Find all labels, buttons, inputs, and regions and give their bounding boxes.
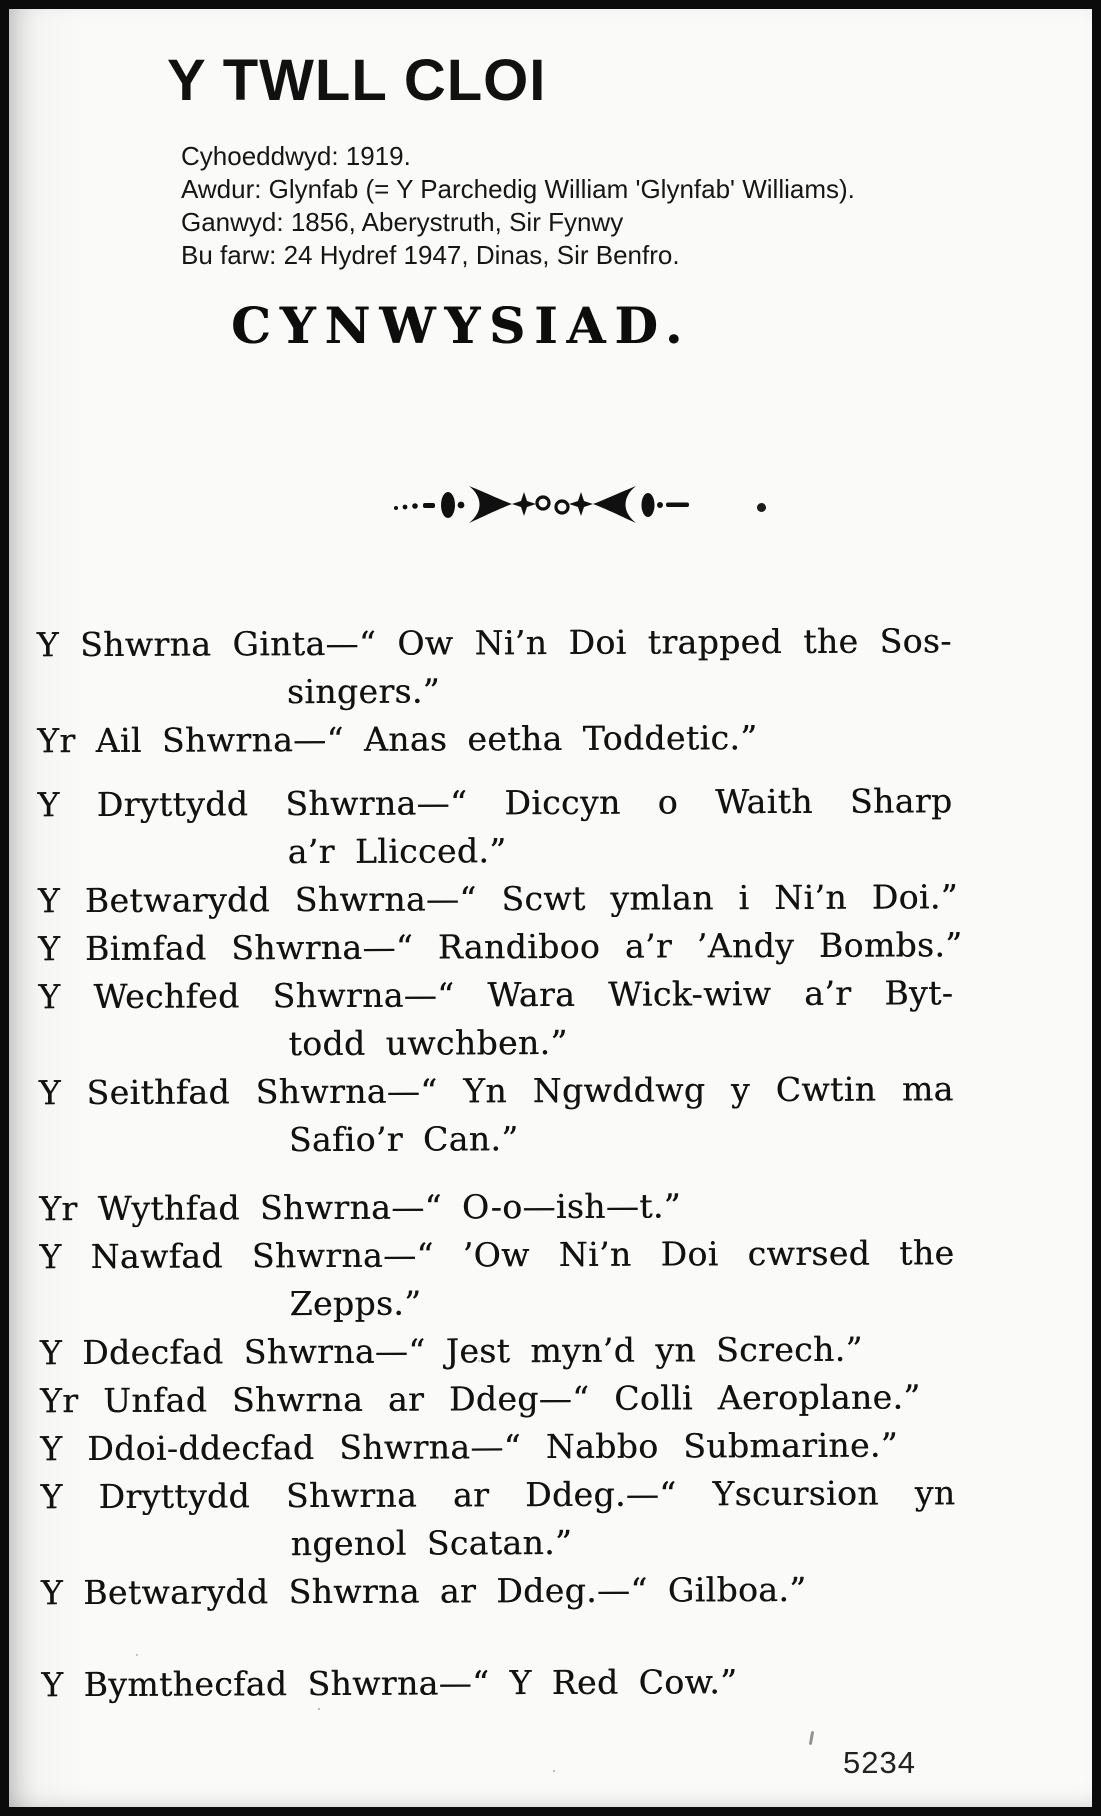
metadata-line: Awdur: Glynfab (= Y Parchedig William 'Glynfab' Williams).	[181, 174, 855, 204]
metadata-line: Cyhoeddwyd: 1919.	[181, 141, 411, 171]
contents-line: todd uwchben.”	[288, 1022, 568, 1064]
metadata-line: Ganwyd: 1856, Aberystruth, Sir Fynwy	[181, 207, 624, 237]
contents-line: Yr Unfad Shwrna ar Ddeg—“ Colli Aeroplane.”	[39, 1377, 921, 1421]
contents-line: singers.”	[286, 671, 441, 712]
contents-line: Y Dryttydd Shwrna—“ Diccyn o Waith Sharp	[37, 781, 953, 825]
contents-line: Y Nawfad Shwrna—“ ’Ow Ni’n Doi cwrsed the	[39, 1233, 955, 1277]
contents-line: Y Shwrna Ginta—“ Ow Ni’n Doi trapped the Sos-	[36, 621, 952, 665]
contents-line: Y Wechfed Shwrna—“ Wara Wick-wiw a’r Byt-	[38, 973, 954, 1017]
contents-line: Y Bimfad Shwrna—“ Randiboo a’r ’Andy Bombs.”	[37, 925, 963, 969]
ink-dot	[757, 503, 766, 512]
contents-heading: CYNWYSIAD.	[231, 296, 692, 355]
contents-line: a’r Llicced.”	[287, 831, 507, 872]
contents-line: Zepps.”	[289, 1283, 422, 1324]
page-number: 5234	[843, 1745, 916, 1780]
metadata-block	[181, 140, 1092, 272]
contents-line: Y Bymthecfad Shwrna—“ Y Red Cow.”	[41, 1662, 738, 1705]
ink-speck	[809, 1731, 814, 1745]
contents-line: Yr Wythfad Shwrna—“ O-o—ish—t.”	[39, 1186, 682, 1229]
contents-line: Safio’r Can.”	[288, 1119, 519, 1160]
metadata-line: Bu farw: 24 Hydref 1947, Dinas, Sir Benfro.	[181, 240, 680, 270]
contents-line: Y Dryttydd Shwrna ar Ddeg.—“ Yscursion yn	[40, 1473, 956, 1517]
contents-line: Y Betwarydd Shwrna—“ Scwt ymlan i Ni’n Doi.”	[37, 877, 959, 921]
contents-line: ngenol Scatan.”	[290, 1522, 573, 1564]
fleuron-divider-icon	[391, 483, 691, 527]
contents-line: Y Ddecfad Shwrna—“ Jest myn’d yn Screch.”	[39, 1329, 863, 1373]
table-of-contents	[7, 617, 1095, 1710]
contents-line: Y Betwarydd Shwrna ar Ddeg.—“ Gilboa.”	[40, 1569, 807, 1613]
book-title: Y TWLL CLOI	[167, 48, 547, 113]
contents-line: Y Seithfad Shwrna—“ Yn Ngwddwg y Cwtin ma	[38, 1069, 954, 1113]
contents-line: Y Ddoi-ddecfad Shwrna—“ Nabbo Submarine.”	[40, 1425, 899, 1469]
contents-line: Yr Ail Shwrna—“ Anas eetha Toddetic.”	[37, 718, 758, 761]
